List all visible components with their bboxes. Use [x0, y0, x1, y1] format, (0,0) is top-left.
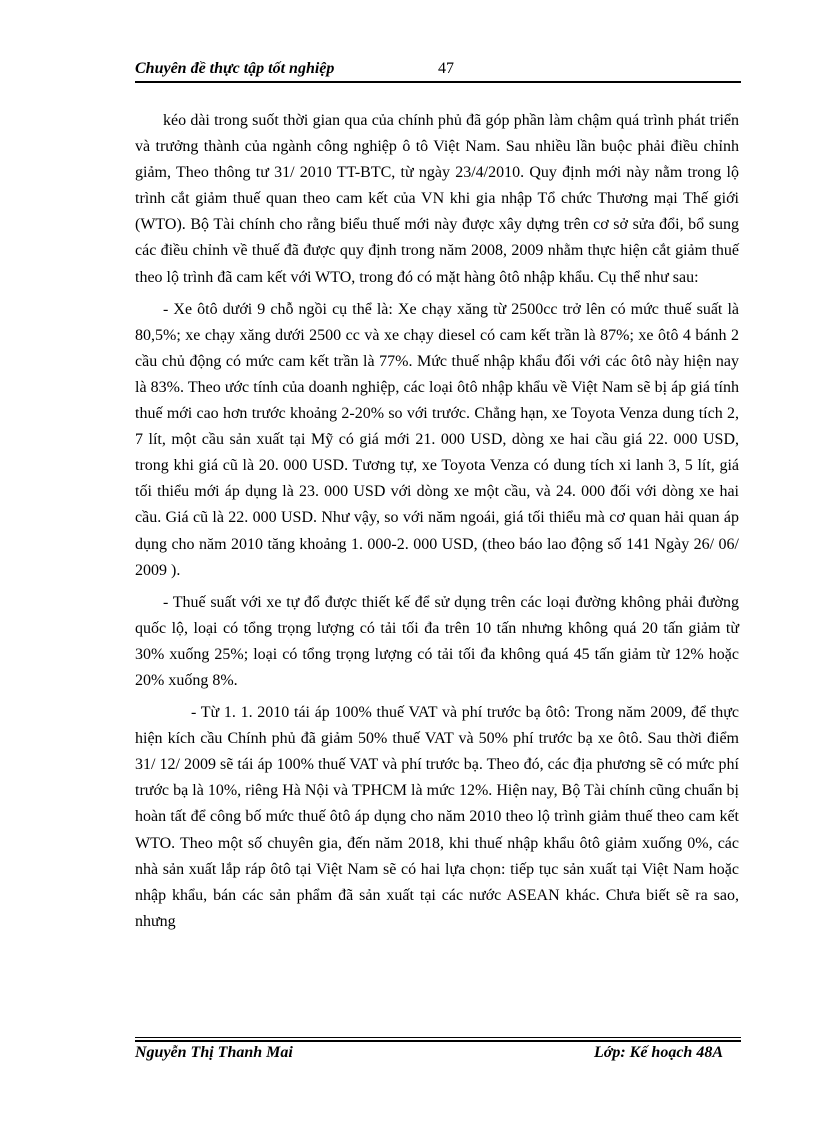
header-title: Chuyên đề thực tập tốt nghiệp — [135, 60, 335, 77]
page-footer — [135, 1042, 741, 1066]
page-number: 47 — [438, 60, 454, 77]
body-text — [135, 108, 739, 935]
paragraph-4: - Từ 1. 1. 2010 tái áp 100% thuế VAT và phí trước bạ ôtô: Trong năm 2009, để thực hiện kích cầu Chính phủ đã giảm 50% thuế VAT và 50% phí trước bạ xe ôtô. Sau thời điểm 31/ 12/ 2009 sẽ tái áp 100% thuế VAT và phí trước bạ. Theo đó, các địa phương sẽ có mức phí trước bạ là 10%, riêng Hà Nội và TPHCM là mức 12%. Hiện nay, Bộ Tài chính cũng chuẩn bị hoàn tất để công bố mức thuế ôtô áp dụng cho năm 2010 theo lộ trình giảm thuế theo cam kết WTO. Theo một số chuyên gia, đến năm 2018, khi thuế nhập khẩu ôtô giảm xuống 0%, các nhà sản xuất lắp ráp ôtô tại Việt Nam sẽ có hai lựa chọn: tiếp tục sản xuất tại Việt Nam hoặc nhập khẩu, bán các sản phẩm đã sản xuất tại các nước ASEAN khác. Chưa biết sẽ ra sao, nhưng — [135, 704, 739, 930]
paragraph-1: kéo dài trong suốt thời gian qua của chính phủ đã góp phần làm chậm quá trình phát triển và trưởng thành của ngành công nghiệp ô tô Việt Nam. Sau nhiều lần buộc phải điều chỉnh giảm, Theo thông tư 31/ 2010 TT-BTC, từ ngày 23/4/2010. Quy định mới này nằm trong lộ trình cắt giảm thuế quan theo cam kết của VN khi gia nhập Tổ chức Thương mại Thế giới (WTO). Bộ Tài chính cho rằng biểu thuế mới này được xây dựng trên cơ sở sửa đổi, bổ sung các điều chỉnh về thuế đã được quy định trong năm 2008, 2009 nhằm thực hiện cắt giảm thuế theo lộ trình đã cam kết với WTO, trong đó có mặt hàng ôtô nhập khẩu. Cụ thể như sau: — [135, 112, 739, 286]
paragraph-2: - Xe ôtô dưới 9 chỗ ngồi cụ thể là: Xe chạy xăng từ 2500cc trở lên có mức thuế suất là 80,5%; xe chạy xăng dưới 2500 cc và xe chạy diesel có cam kết trần là 87%; xe ôtô 4 bánh 2 cầu chủ động có mức cam kết trần là 77%. Mức thuế nhập khẩu đối với các ôtô này hiện nay là 83%. Theo ước tính của doanh nghiệp, các loại ôtô nhập khẩu về Việt Nam sẽ bị áp giá tính thuế mới cao hơn trước khoảng 2-20% so với trước. Chẳng hạn, xe Toyota Venza dung tích 2, 7 lít, một cầu sản xuất tại Mỹ có giá mới 21. 000 USD, dòng xe hai cầu giá 22. 000 USD, trong khi giá cũ là 20. 000 USD. Tương tự, xe Toyota Venza có dung tích xi lanh 3, 5 lít, giá tối thiểu mới áp dụng là 23. 000 USD với dòng xe một cầu, và 24. 000 đối với dòng xe hai cầu. Giá cũ là 22. 000 USD. Như vậy, so với năm ngoái, giá tối thiểu mà cơ quan hải quan áp dụng cho năm 2010 tăng khoảng 1. 000-2. 000 USD, (theo báo lao động số 141 Ngày 26/ 06/ 2009 ). — [135, 300, 739, 579]
footer-author: Nguyễn Thị Thanh Mai — [135, 1044, 293, 1061]
header-divider — [135, 81, 741, 83]
footer-divider-thin — [135, 1037, 741, 1038]
page-header — [135, 58, 741, 82]
paragraph-3: - Thuế suất với xe tự đổ được thiết kế để sử dụng trên các loại đường không phải đường quốc lộ, loại có tổng trọng lượng có tải tối đa trên 10 tấn nhưng không quá 20 tấn giảm từ 30% xuống 25%; loại có tổng trọng lượng có tải tối đa không quá 45 tấn giảm từ 12% hoặc 20% xuống 8%. — [135, 593, 739, 689]
footer-class: Lớp: Kế hoạch 48A — [593, 1044, 723, 1061]
